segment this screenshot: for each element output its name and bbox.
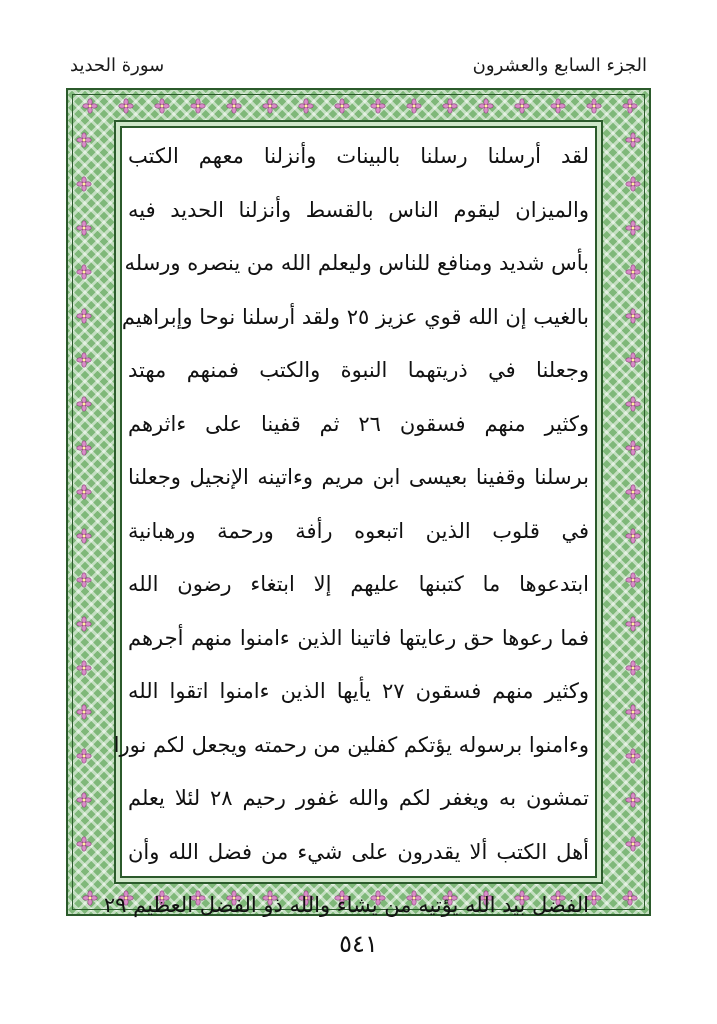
text-line-10: فما رعوها حق رعايتها فاتينا الذين ءامنوا منهم أجرهم <box>128 625 589 650</box>
flower-ornament-icon <box>625 528 641 544</box>
quran-text <box>103 130 590 917</box>
flower-ornament-icon <box>76 176 92 192</box>
flower-ornament-icon <box>76 836 92 852</box>
flower-ornament-icon <box>442 98 458 114</box>
flower-ornament-icon <box>406 98 422 114</box>
text-line-8: في قلوب الذين اتبعوه رأفة ورحمة ورهبانية <box>128 518 589 543</box>
flower-ornament-icon <box>625 308 641 324</box>
text-line-2: والميزان ليقوم الناس بالقسط وأنزلنا الحديد فيه <box>128 197 589 222</box>
flower-ornament-icon <box>76 572 92 588</box>
page-header <box>70 50 647 80</box>
flower-ornament-icon <box>370 98 386 114</box>
flower-ornament-icon <box>625 220 641 236</box>
flower-ornament-icon <box>625 132 641 148</box>
flower-ornament-icon <box>76 660 92 676</box>
flower-ornament-icon <box>76 132 92 148</box>
flower-ornament-icon <box>76 484 92 500</box>
flower-ornament-icon <box>76 704 92 720</box>
text-line-12: وءامنوا برسوله يؤتكم كفلين من رحمته ويجعل لكم نورا <box>113 732 589 757</box>
flower-ornament-icon <box>76 616 92 632</box>
flower-ornament-icon <box>622 890 638 906</box>
flower-ornament-icon <box>625 484 641 500</box>
flower-ornament-icon <box>625 704 641 720</box>
flower-ornament-icon <box>154 98 170 114</box>
flower-ornament-icon <box>76 792 92 808</box>
flower-ornament-icon <box>625 440 641 456</box>
flower-ornament-icon <box>586 98 602 114</box>
flower-ornament-icon <box>76 748 92 764</box>
text-line-7: برسلنا وقفينا بعيسى ابن مريم وءاتينه الإنجيل وجعلنا <box>128 465 589 489</box>
flower-ornament-icon <box>625 792 641 808</box>
flower-ornament-icon <box>76 352 92 368</box>
flower-ornament-icon <box>334 98 350 114</box>
flower-ornament-icon <box>190 98 206 114</box>
text-line-1: لقد أرسلنا رسلنا بالبينات وأنزلنا معهم الكتب <box>128 144 589 168</box>
juz-title: الجزء السابع والعشرون <box>472 54 647 76</box>
text-line-13: تمشون به ويغفر لكم والله غفور رحيم ٢٨ لئلا يعلم <box>128 786 590 810</box>
flower-ornament-icon <box>625 352 641 368</box>
flower-ornament-icon <box>226 98 242 114</box>
page-number: ٥٤١ <box>339 930 378 958</box>
flower-ornament-icon <box>76 528 92 544</box>
flower-ornament-icon <box>478 98 494 114</box>
surah-title: سورة الحديد <box>70 54 165 76</box>
flower-ornament-icon <box>625 660 641 676</box>
flower-ornament-icon <box>76 308 92 324</box>
flower-ornament-icon <box>625 176 641 192</box>
text-line-11: وكثير منهم فسقون ٢٧ يأيها الذين ءامنوا اتقوا الله <box>128 679 589 703</box>
text-line-15: الفضل بيد الله يؤتيه من يشاء والله ذو الفضل العظيم ٢٩ <box>103 893 589 917</box>
text-line-9: ابتدعوها ما كتبنها عليهم إلا ابتغاء رضون الله <box>128 572 589 596</box>
flower-ornament-icon <box>625 264 641 280</box>
flower-ornament-icon <box>514 98 530 114</box>
flower-ornament-icon <box>76 396 92 412</box>
flower-ornament-icon <box>625 572 641 588</box>
text-line-3: بأس شديد ومنافع للناس وليعلم الله من ينصره ورسله <box>124 251 589 275</box>
flower-ornament-icon <box>76 220 92 236</box>
flower-ornament-icon <box>76 264 92 280</box>
flower-ornament-icon <box>550 98 566 114</box>
flower-ornament-icon <box>625 396 641 412</box>
flower-ornament-icon <box>262 98 278 114</box>
text-line-6: وكثير منهم فسقون ٢٦ ثم قفينا على ءاثرهم <box>128 411 589 436</box>
flower-ornament-icon <box>622 98 638 114</box>
flower-ornament-icon <box>298 98 314 114</box>
flower-ornament-icon <box>82 98 98 114</box>
flower-ornament-icon <box>82 890 98 906</box>
flower-ornament-icon <box>118 98 134 114</box>
flower-ornament-icon <box>625 616 641 632</box>
text-line-5: وجعلنا في ذريتهما النبوة والكتب فمنهم مهتد <box>128 358 589 382</box>
text-line-14: أهل الكتب ألا يقدرون على شيء من فضل الله وأن <box>128 839 589 864</box>
flower-ornament-icon <box>76 440 92 456</box>
text-line-4: بالغيب إن الله قوي عزيز ٢٥ ولقد أرسلنا نوحا وإبراهيم <box>121 304 589 329</box>
flower-ornament-icon <box>625 748 641 764</box>
flower-ornament-icon <box>625 836 641 852</box>
